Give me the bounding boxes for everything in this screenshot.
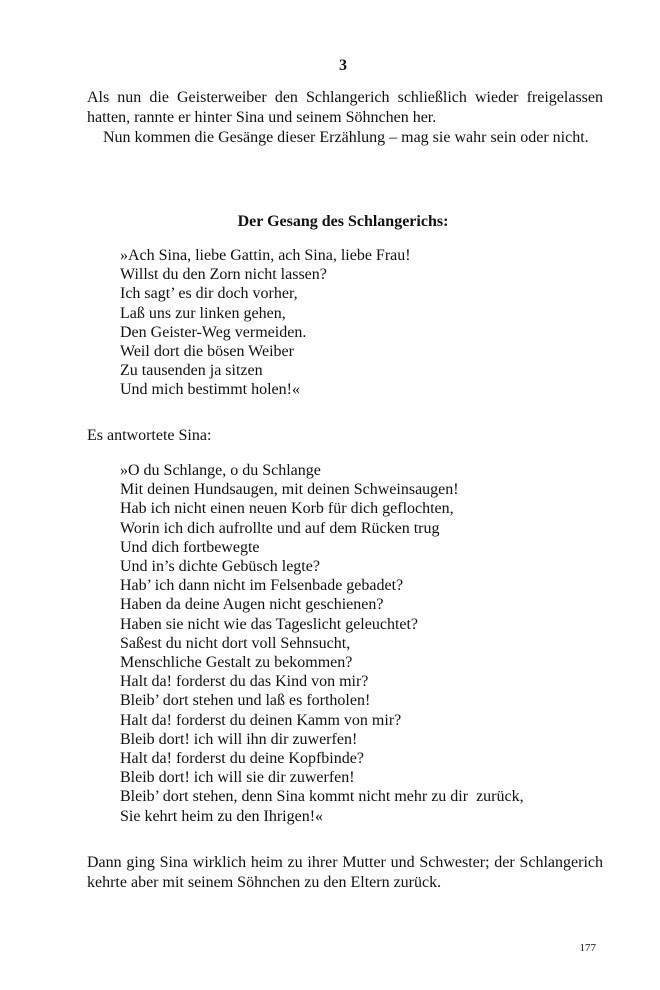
page-number: 177 xyxy=(579,942,596,954)
verse-line: Laß uns zur linken gehen, xyxy=(120,304,286,322)
verse-line: Den Geister-Weg vermeiden. xyxy=(120,323,307,341)
verse-line: Halt da! forderst du deine Kopfbinde? xyxy=(120,750,364,768)
verse-line: Mit deinen Hundsaugen, mit deinen Schweinsaugen! xyxy=(120,481,459,499)
verse-line: Haben sie nicht wie das Tageslicht geleuchtet? xyxy=(120,615,419,633)
verse-line: Hab’ ich dann nicht im Felsenbade gebadet? xyxy=(120,577,404,595)
verse-line: Halt da! forderst du deinen Kamm von mir? xyxy=(120,711,402,729)
intro-text xyxy=(87,88,603,148)
verse-line: Weil dort die bösen Weiber xyxy=(120,343,294,361)
verse-line: Haben da deine Augen nicht geschienen? xyxy=(120,596,384,614)
verse-line: Zu tausenden ja sitzen xyxy=(120,362,263,380)
intro-paragraph-1: Als nun die Geisterweiber den Schlangerich schließlich wieder freigelassen hatten, rannte er hinter Sina und seinem Söhnchen her. xyxy=(87,89,603,126)
verse-line: Saßest du nicht dort voll Sehnsucht, xyxy=(120,634,351,652)
verse-line: Willst du den Zorn nicht lassen? xyxy=(120,266,327,284)
closing-paragraph: Dann ging Sina wirklich heim zu ihrer Mutter und Schwester; der Schlangerich kehrte aber mit seinem Söhnchen zu den Eltern zurück. xyxy=(87,854,603,891)
song-verse-schlangerich xyxy=(120,246,411,400)
intro-paragraph-2: Nun kommen die Gesänge dieser Erzählung – mag sie wahr sein oder nicht. xyxy=(103,129,589,146)
verse-line: Hab ich nicht einen neuen Korb für dich geflochten, xyxy=(120,500,454,518)
verse-line: Ich sagt’ es dir doch vorher, xyxy=(120,285,298,303)
section-number: 3 xyxy=(339,57,347,74)
song-title: Der Gesang des Schlangerichs: xyxy=(237,213,449,230)
verse-line: Bleib’ dort stehen, denn Sina kommt nicht mehr zu dir zurück, xyxy=(120,788,524,806)
verse-line: Bleib dort! ich will ihn dir zuwerfen! xyxy=(120,730,358,748)
verse-line: Worin ich dich aufrollte und auf dem Rücken trug xyxy=(120,519,440,537)
verse-line: »Ach Sina, liebe Gattin, ach Sina, liebe Frau! xyxy=(120,247,411,264)
verse-line: Halt da! forderst du das Kind von mir? xyxy=(120,673,369,691)
verse-line: Und in’s dichte Gebüsch legte? xyxy=(120,558,320,576)
verse-line: Und dich fortbewegte xyxy=(120,538,260,556)
verse-line: Bleib dort! ich will sie dir zuwerfen! xyxy=(120,769,355,787)
verse-line: »O du Schlange, o du Schlange xyxy=(120,462,321,479)
verse-line: Und mich bestimmt holen!« xyxy=(120,381,300,399)
answer-intro: Es antwortete Sina: xyxy=(87,427,212,444)
closing-text xyxy=(87,853,603,893)
verse-line: Bleib’ dort stehen und laß es fortholen! xyxy=(120,692,371,710)
verse-line: Menschliche Gestalt zu bekommen? xyxy=(120,654,353,672)
verse-line: Sie kehrt heim zu den Ihrigen!« xyxy=(120,807,324,825)
song-verse-sina xyxy=(120,461,524,826)
